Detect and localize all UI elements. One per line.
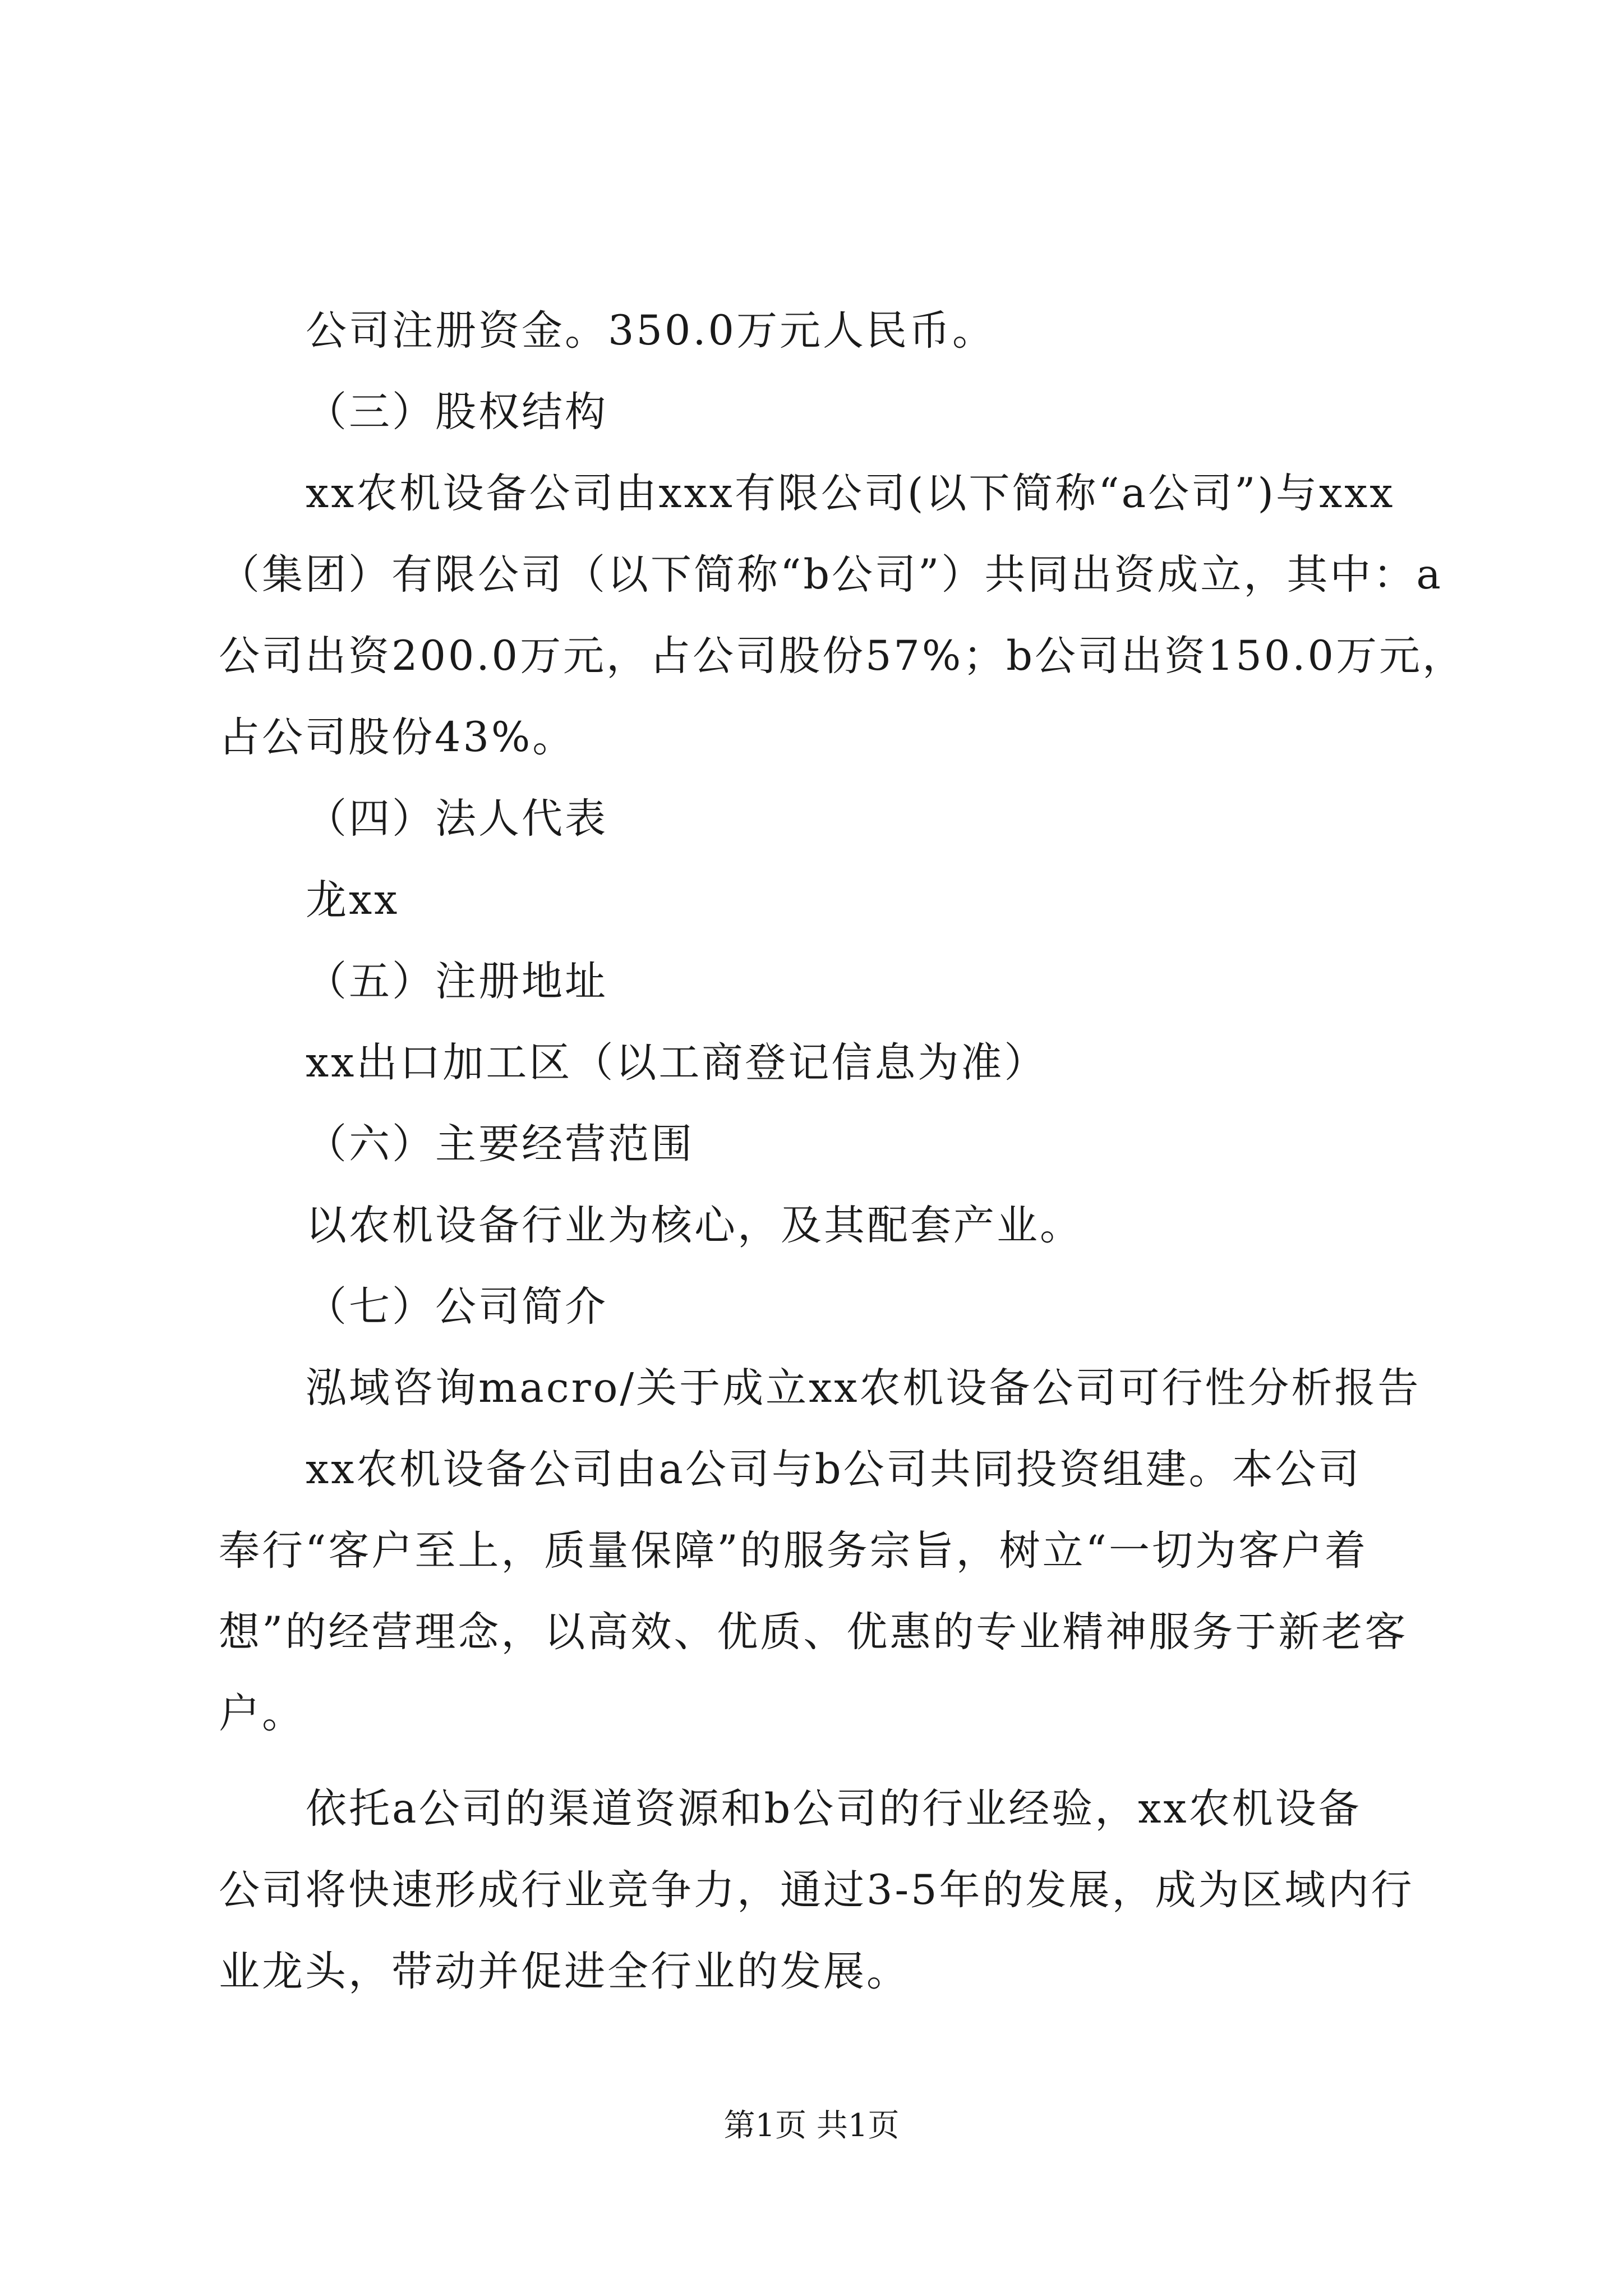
paragraph-development-line-1: 依托a公司的渠道资源和b公司的行业经验，xx农机设备 bbox=[306, 1785, 1362, 1833]
heading-equity-structure: （三）股权结构 bbox=[306, 388, 608, 436]
paragraph-equity-line-3: 公司出资200.0万元，占公司股份57%；b公司出资150.0万元， bbox=[219, 632, 1465, 680]
heading-registered-address: （五）注册地址 bbox=[306, 958, 608, 1005]
paragraph-registered-address: xx出口加工区（以工商登记信息为准） bbox=[306, 1039, 1048, 1087]
paragraph-equity-line-4: 占公司股份43%。 bbox=[219, 714, 576, 761]
heading-company-profile: （七）公司简介 bbox=[306, 1283, 608, 1331]
heading-business-scope: （六）主要经营范围 bbox=[306, 1120, 694, 1168]
paragraph-report-title: 泓域咨询macro/关于成立xx农机设备公司可行性分析报告 bbox=[306, 1364, 1421, 1412]
page-number-footer: 第1页 共1页 bbox=[723, 2108, 900, 2144]
paragraph-legal-representative: 龙xx bbox=[306, 876, 400, 924]
heading-legal-representative: （四）法人代表 bbox=[306, 795, 608, 843]
paragraph-profile-line-3: 想”的经营理念，以高效、优质、优惠的专业精神服务于新老客 bbox=[219, 1608, 1408, 1656]
paragraph-business-scope: 以农机设备行业为核心，及其配套产业。 bbox=[306, 1202, 1083, 1249]
paragraph-profile-line-1: xx农机设备公司由a公司与b公司共同投资组建。本公司 bbox=[306, 1446, 1362, 1493]
paragraph-registered-capital: 公司注册资金。350.0万元人民币。 bbox=[306, 307, 995, 355]
paragraph-development-line-3: 业龙头，带动并促进全行业的发展。 bbox=[219, 1948, 910, 1995]
paragraph-equity-line-2: （集团）有限公司（以下简称“b公司”）共同出资成立，其中：a bbox=[219, 551, 1443, 599]
paragraph-profile-line-2: 奉行“客户至上，质量保障”的服务宗旨，树立“一切为客户着 bbox=[219, 1527, 1368, 1575]
paragraph-development-line-2: 公司将快速形成行业竞争力，通过3-5年的发展，成为区域内行 bbox=[219, 1866, 1414, 1914]
paragraph-equity-line-1: xx农机设备公司由xxx有限公司(以下简称“a公司”)与xxx bbox=[306, 470, 1395, 517]
paragraph-profile-line-4: 户。 bbox=[219, 1690, 305, 1737]
